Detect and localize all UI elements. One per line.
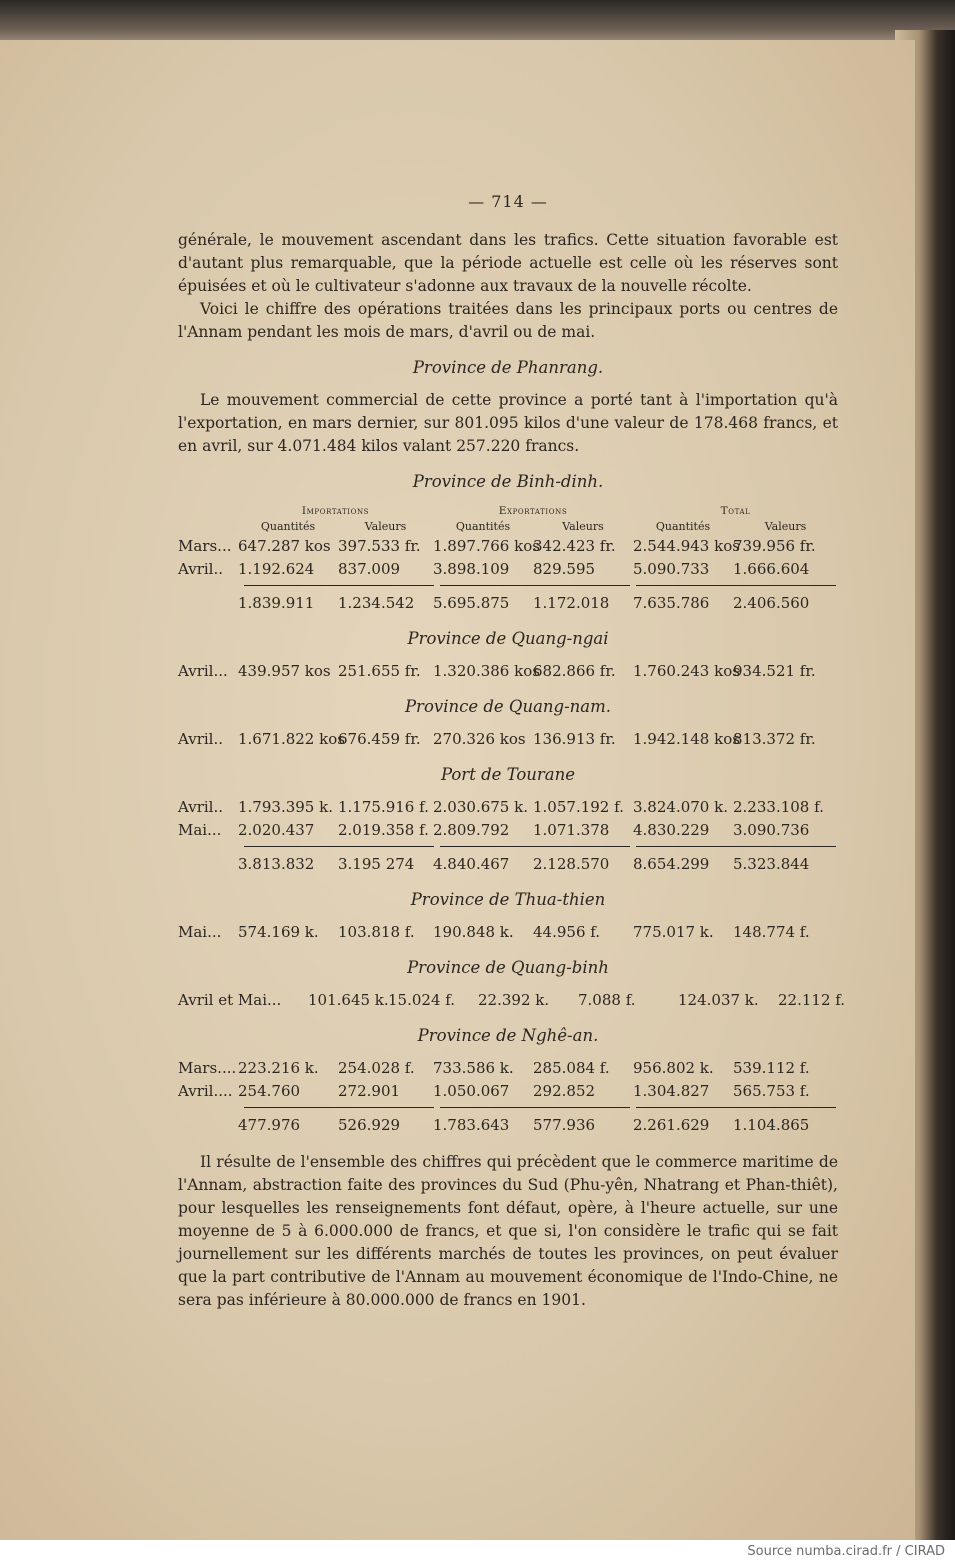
cell: 254.028 f. [338,1059,415,1077]
header-total: Total [720,505,751,517]
cell: 251.655 fr. [338,662,421,680]
row-label: Avril et Mai... [178,991,282,1009]
cell: 477.976 [238,1116,301,1134]
cell: 223.216 k. [238,1059,319,1077]
province-title-binhdinh: Province de Binh-dinh. [412,472,604,491]
cell: 292.852 [533,1082,596,1100]
cell: 1.104.865 [733,1116,810,1134]
conclusion-paragraph: Il résulte de l'ensemble des chiffres qui précèdent que le commerce maritime de l'Annam, abstraction faite des provinces du Sud (Phu-yên, Nhatrang et Phan-thiêt), pour lesquelles les renseignements font défaut, opère, à l'heure actuelle, sur une moyenne de 5 à 6.000.000 de francs, et que si, l'on considère le trafic qui se fait journellement sur les différents marchés de toutes les provinces, on peut évaluer que la part contributive de l'Annam au mouvement économique de l'Indo-Chine, ne sera pas inférieure à 80.000.000 de francs en 1901. [178,1153,838,1309]
subheader-quantites: Quantités [260,520,316,533]
source-credit: Source numba.cirad.fr / CIRAD [747,1544,945,1559]
intro-paragraph-2: Voici le chiffre des opérations traitées dans les principaux ports ou centres de l'Annam pendant les mois de mars, d'avril ou de mai. [178,300,838,341]
cell: 15.024 f. [388,991,456,1009]
subheader-quantites: Quantités [455,520,511,533]
cell: 2.128.570 [533,855,610,873]
table-row [178,921,838,944]
cell: 539.112 f. [733,1059,810,1077]
province-title-quangnam: Province de Quang-nam. [404,697,612,716]
cell: 2.544.943 kos [633,537,740,555]
cell: 1.760.243 kos [633,662,740,680]
cell: 3.195 274 [338,855,415,873]
cell: 22.392 k. [478,991,550,1009]
cell: 44.956 f. [533,923,601,941]
cell: 1.057.192 f. [533,798,624,816]
phanrang-paragraph: Le mouvement commercial de cette province a porté tant à l'importation qu'à l'exportation, en mars dernier, sur 801.095 kilos d'une valeur de 178.468 francs, et en avril, sur 4.071.484 kilos valant 257.220 francs. [178,391,838,455]
table-subheader [178,519,838,535]
sum-rule [178,846,838,847]
row-label: Mai... [178,923,222,941]
cell: 739.956 fr. [733,537,816,555]
cell: 837.009 [338,560,401,578]
table-row [178,1080,838,1103]
cell: 5.695.875 [433,594,510,612]
cell: 3.813.832 [238,855,315,873]
cell: 2.406.560 [733,594,810,612]
sum-rule [178,585,838,586]
cell: 934.521 fr. [733,662,816,680]
cell: 272.901 [338,1082,401,1100]
cell: 2.809.792 [433,821,510,839]
cell: 136.913 fr. [533,730,616,748]
province-title-tourane: Port de Tourane [440,765,576,784]
cell: 1.175.916 f. [338,798,429,816]
cell: 1.071.378 [533,821,610,839]
row-label: Avril.. [178,798,223,816]
cell: 270.326 kos [433,730,526,748]
cell: 682.866 fr. [533,662,616,680]
cell: 565.753 f. [733,1082,810,1100]
table-header [178,503,838,519]
row-label: Avril.... [178,1082,233,1100]
cell: 1.783.643 [433,1116,510,1134]
cell: 1.666.604 [733,560,810,578]
cell: 574.169 k. [238,923,319,941]
footer-strip [0,1540,955,1566]
cell: 1.234.542 [338,594,415,612]
cell: 3.090.736 [733,821,810,839]
cell: 397.533 fr. [338,537,421,555]
cell: 526.929 [338,1116,401,1134]
cell: 3.898.109 [433,560,510,578]
table-row [178,728,838,751]
cell: 2.261.629 [633,1116,710,1134]
cell: 577.936 [533,1116,596,1134]
table-row [178,989,846,1012]
cell: 22.112 f. [778,991,846,1009]
subheader-valeurs: Valeurs [764,520,807,533]
province-title-nghean: Province de Nghê-an. [417,1026,599,1045]
cell: 5.090.733 [633,560,710,578]
cell: 4.830.229 [633,821,710,839]
row-label: Mars.... [178,1059,237,1077]
cell: 1.839.911 [238,594,315,612]
cell: 7.088 f. [578,991,636,1009]
row-label: Avril... [178,662,228,680]
cell: 813.372 fr. [733,730,816,748]
cell: 775.017 k. [633,923,714,941]
table-row [178,558,838,581]
cell: 829.595 [533,560,596,578]
table-row [178,1057,838,1080]
cell: 103.818 f. [338,923,415,941]
row-label: Mars... [178,537,232,555]
header-exportations: Exportations [498,505,568,517]
cell: 1.304.827 [633,1082,710,1100]
cell: 101.645 k. [308,991,389,1009]
cell: 254.760 [238,1082,301,1100]
table-total-row [178,1114,838,1137]
page-content [178,190,846,1312]
cell: 1.897.766 kos [433,537,540,555]
cell: 4.840.467 [433,855,510,873]
cell: 2.020.437 [238,821,315,839]
cell: 676.459 fr. [338,730,421,748]
page-number: — 714 — [468,192,548,211]
cell: 1.050.067 [433,1082,510,1100]
subheader-valeurs: Valeurs [364,520,407,533]
sum-rule [178,1107,838,1108]
table-total-row [178,592,838,615]
cell: 285.084 f. [533,1059,610,1077]
subheader-quantites: Quantités [655,520,711,533]
table-row [178,796,838,819]
cell: 8.654.299 [633,855,710,873]
table-row [178,660,838,683]
cell: 148.774 f. [733,923,810,941]
cell: 2.233.108 f. [733,798,824,816]
cell: 124.037 k. [678,991,759,1009]
cell: 190.848 k. [433,923,514,941]
table-total-row [178,853,838,876]
table-row [178,819,838,842]
cell: 2.030.675 k. [433,798,528,816]
cell: 439.957 kos [238,662,331,680]
table-row [178,535,838,558]
province-title-quangbinh: Province de Quang-binh [407,958,609,977]
header-importations: Importations [301,505,370,517]
row-label: Avril.. [178,560,223,578]
subheader-valeurs: Valeurs [562,520,604,533]
cell: 1.320.386 kos [433,662,540,680]
intro-paragraph-1: générale, le mouvement ascendant dans les trafics. Cette situation favorable est d'autant plus remarquable, que la période actuelle est celle où les réserves sont épuisées et où le cultivateur s'adonne aux travaux de la nouvelle récolte. [178,231,838,295]
province-title-quangngai: Province de Quang-ngai [407,629,609,648]
cell: 1.793.395 k. [238,798,333,816]
cell: 5.323.844 [733,855,810,873]
cell: 1.172.018 [533,594,610,612]
cell: 1.671.822 kos [238,730,345,748]
cell: 1.942.148 kos [633,730,740,748]
province-title-thuathien: Province de Thua-thien [410,890,606,909]
cell: 2.019.358 f. [338,821,429,839]
cell: 342.423 fr. [533,537,616,555]
cell: 956.802 k. [633,1059,714,1077]
cell: 1.192.624 [238,560,315,578]
province-title-phanrang: Province de Phanrang. [412,358,604,377]
row-label: Mai... [178,821,222,839]
cell: 647.287 kos [238,537,331,555]
cell: 733.586 k. [433,1059,514,1077]
cell: 7.635.786 [633,594,710,612]
cell: 3.824.070 k. [633,798,728,816]
row-label: Avril.. [178,730,223,748]
